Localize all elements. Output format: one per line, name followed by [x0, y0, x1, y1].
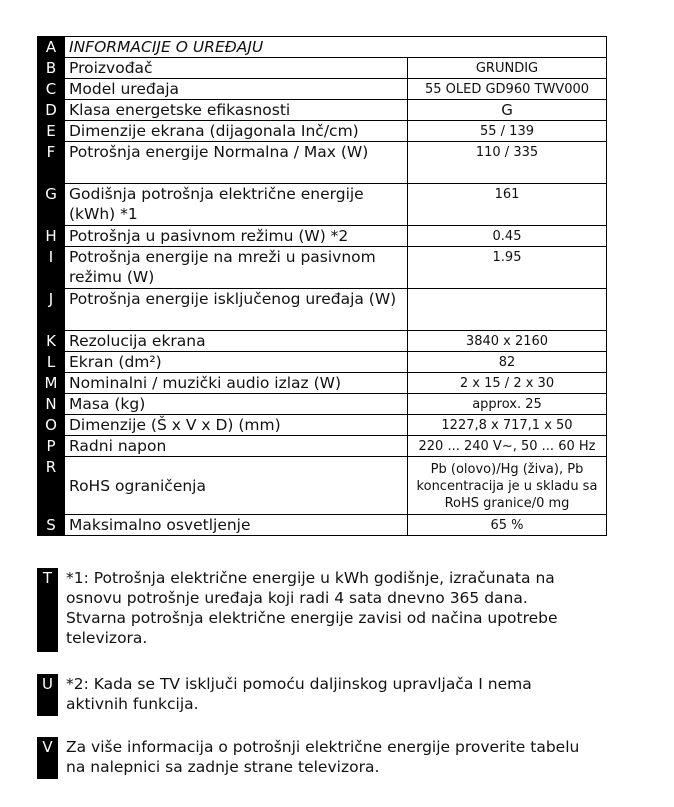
table-row: [38, 436, 607, 457]
row-label: Potrošnja energije na mreži u pasivnom režimu (W): [65, 247, 408, 289]
row-label: Dimenzije ekrana (dijagonala Inč/cm): [65, 121, 408, 142]
table-row: [38, 394, 607, 415]
row-letter: K: [38, 331, 65, 352]
table-row: [38, 100, 607, 121]
row-letter: N: [38, 394, 65, 415]
row-letter: D: [38, 100, 65, 121]
row-label: Potrošnja u pasivnom režimu (W) *2: [65, 226, 408, 247]
footnote-2: [37, 674, 606, 716]
row-letter: J: [38, 289, 65, 331]
note-letter: V: [37, 737, 58, 779]
row-label: Radni napon: [65, 436, 408, 457]
row-label: Rezolucija ekrana: [65, 331, 408, 352]
table-row: [38, 184, 607, 226]
table-row: [38, 352, 607, 373]
row-value: 161: [408, 184, 607, 226]
row-label: Model uređaja: [65, 79, 408, 100]
row-value: 82: [408, 352, 607, 373]
row-label: Nominalni / muzički audio izlaz (W): [65, 373, 408, 394]
row-letter: R: [38, 457, 65, 515]
table-title: INFORMACIJE O UREĐAJU: [65, 37, 607, 58]
row-value: 1.95: [408, 247, 607, 289]
row-value: 110 / 335: [408, 142, 607, 184]
table-row: [38, 373, 607, 394]
table-row: [38, 58, 607, 79]
row-label: Godišnja potrošnja električne energije (kWh) *1: [65, 184, 408, 226]
note-letter: T: [37, 568, 58, 652]
row-label: Ekran (dm²): [65, 352, 408, 373]
spec-table: [37, 36, 607, 536]
row-letter: E: [38, 121, 65, 142]
table-row: [38, 142, 607, 184]
note-letter: U: [37, 674, 58, 716]
table-row: [38, 226, 607, 247]
row-value: [408, 289, 607, 331]
row-letter: O: [38, 415, 65, 436]
row-letter: L: [38, 352, 65, 373]
row-letter: B: [38, 58, 65, 79]
row-value: G: [408, 100, 607, 121]
row-label: Klasa energetske efikasnosti: [65, 100, 408, 121]
table-row: [38, 415, 607, 436]
row-value: 55 OLED GD960 TWV000: [408, 79, 607, 100]
row-label: Proizvođač: [65, 58, 408, 79]
row-label: Maksimalno osvetljenje: [65, 515, 408, 536]
row-label: Potrošnja energije Normalna / Max (W): [65, 142, 408, 184]
row-letter: A: [38, 37, 65, 58]
row-value: 65 %: [408, 515, 607, 536]
row-letter: P: [38, 436, 65, 457]
row-value: Pb (olovo)/Hg (živa), Pb koncentracija je u skladu sa RoHS granice/0 mg: [408, 457, 607, 515]
row-label: Dimenzije (Š x V x D) (mm): [65, 415, 408, 436]
table-row: [38, 37, 607, 58]
row-value: 0.45: [408, 226, 607, 247]
row-value: GRUNDIG: [408, 58, 607, 79]
row-letter: M: [38, 373, 65, 394]
footnote-1: [37, 568, 606, 652]
row-value: 3840 x 2160: [408, 331, 607, 352]
table-row: [38, 331, 607, 352]
row-label: RoHS ograničenja: [65, 457, 408, 515]
table-row: [38, 121, 607, 142]
table-row: [38, 289, 607, 331]
note-text: *2: Kada se TV isključi pomoću daljinskog upravljača I nema aktivnih funkcija.: [66, 675, 532, 713]
row-value: 55 / 139: [408, 121, 607, 142]
row-letter: F: [38, 142, 65, 184]
row-letter: S: [38, 515, 65, 536]
note-text: Za više informacija o potrošnji električne energije proverite tabelu na nalepnici sa zadnje strane televizora.: [66, 738, 580, 776]
row-letter: C: [38, 79, 65, 100]
row-value: 220 ... 240 V~, 50 ... 60 Hz: [408, 436, 607, 457]
row-value: approx. 25: [408, 394, 607, 415]
row-label: Masa (kg): [65, 394, 408, 415]
info-note: [37, 737, 606, 779]
note-text: *1: Potrošnja električne energije u kWh godišnje, izračunata na osnovu potrošnje uređaja koji radi 4 sata dnevno 365 dana. Stvarna potrošnja električne energije zavisi od načina upotrebe televizora.: [66, 569, 558, 647]
table-row: [38, 79, 607, 100]
table-row: [38, 457, 607, 515]
row-letter: I: [38, 247, 65, 289]
row-value: 2 x 15 / 2 x 30: [408, 373, 607, 394]
row-letter: G: [38, 184, 65, 226]
table-row: [38, 247, 607, 289]
row-value: 1227,8 x 717,1 x 50: [408, 415, 607, 436]
row-label: Potrošnja energije isključenog uređaja (W): [65, 289, 408, 331]
row-letter: H: [38, 226, 65, 247]
table-row: [38, 515, 607, 536]
